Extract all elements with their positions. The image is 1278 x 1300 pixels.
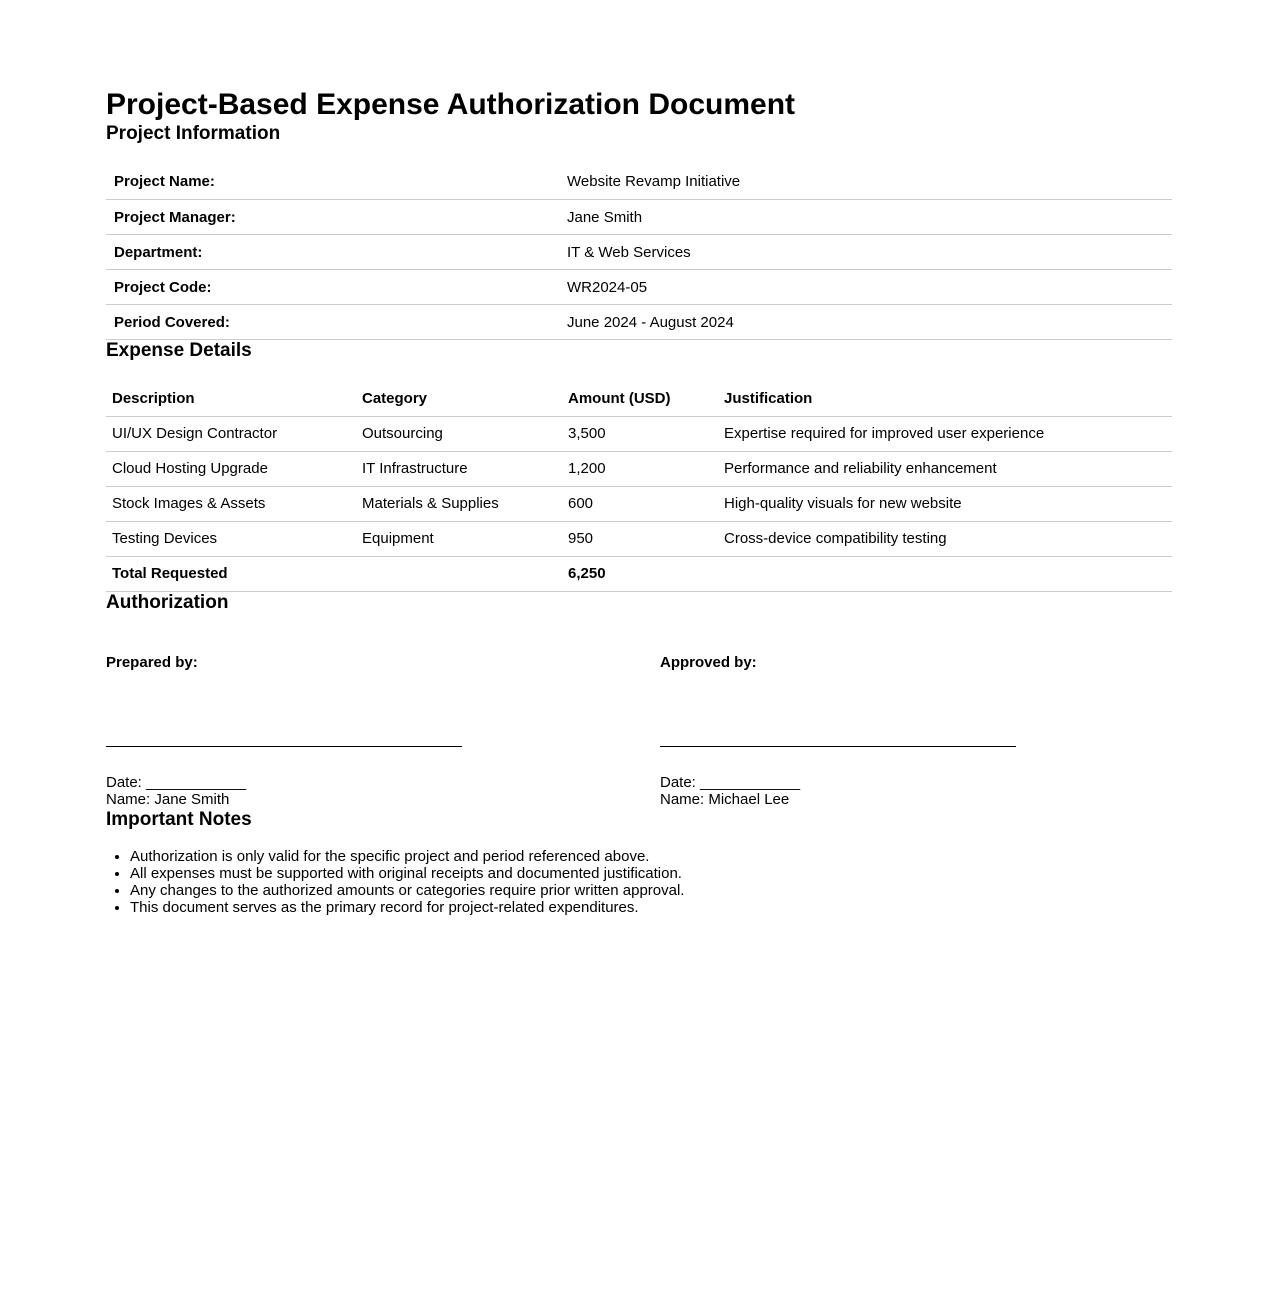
table-row — [106, 235, 1172, 270]
list-item: • All expenses must be supported with original receipts and documented justification. — [130, 865, 1172, 882]
column-header-description: Description — [106, 381, 356, 416]
cell-description: Testing Devices — [106, 521, 356, 556]
approved-name-line: Name: Michael Lee — [660, 790, 790, 808]
cell-justification: Expertise required for improved user experience — [718, 416, 1172, 451]
approved-by-block — [660, 654, 1214, 809]
prepared-name-line: Name: Jane Smith — [106, 790, 230, 808]
document-title: Project-Based Expense Authorization Document — [106, 88, 796, 121]
column-header-amount: Amount (USD) — [562, 381, 718, 416]
cell-category: Equipment — [356, 521, 562, 556]
prepared-by-label: Prepared by: — [106, 653, 198, 671]
field-label-period-covered: Period Covered: — [106, 305, 559, 340]
prepared-by-block — [106, 654, 660, 809]
field-label-project-name: Project Name: — [106, 165, 559, 200]
field-label-project-code: Project Code: — [106, 270, 559, 305]
table-row — [106, 486, 1172, 521]
field-value-project-code: WR2024-05 — [559, 270, 1172, 305]
table-total-row — [106, 556, 1172, 591]
total-category-empty — [356, 556, 562, 591]
list-item: • This document serves as the primary record for project-related expenditures. — [130, 899, 1172, 916]
important-notes-list — [106, 848, 1172, 916]
total-label: Total Requested — [106, 556, 356, 591]
column-header-category: Category — [356, 381, 562, 416]
table-row — [106, 270, 1172, 305]
table-row — [106, 451, 1172, 486]
field-label-department: Department: — [106, 235, 559, 270]
cell-amount: 950 — [562, 521, 718, 556]
approved-by-label: Approved by: — [660, 653, 757, 671]
cell-category: Materials & Supplies — [356, 486, 562, 521]
total-justification-empty — [718, 556, 1172, 591]
field-value-period-covered: June 2024 - August 2024 — [559, 305, 1172, 340]
table-row — [106, 521, 1172, 556]
cell-justification: Cross-device compatibility testing — [718, 521, 1172, 556]
project-information-table — [106, 165, 1172, 341]
authorization-columns — [106, 654, 1172, 809]
cell-justification: High-quality visuals for new website — [718, 486, 1172, 521]
list-item: • Authorization is only valid for the specific project and period referenced above. — [130, 848, 1172, 865]
cell-justification: Performance and reliability enhancement — [718, 451, 1172, 486]
table-row — [106, 305, 1172, 340]
approved-signature-line — [660, 746, 1016, 747]
approved-date-line: Date: ____________ — [660, 773, 801, 791]
cell-category: IT Infrastructure — [356, 451, 562, 486]
section-heading-important-notes: Important Notes — [106, 808, 252, 830]
table-row — [106, 416, 1172, 451]
column-header-justification: Justification — [718, 381, 1172, 416]
table-header-row — [106, 381, 1172, 416]
section-heading-project-information: Project Information — [106, 122, 281, 144]
field-value-project-name: Website Revamp Initiative — [559, 165, 1172, 200]
table-row — [106, 165, 1172, 200]
expense-details-table — [106, 381, 1172, 592]
cell-description: Cloud Hosting Upgrade — [106, 451, 356, 486]
section-heading-authorization: Authorization — [106, 591, 229, 613]
cell-amount: 1,200 — [562, 451, 718, 486]
prepared-date-line: Date: ____________ — [106, 773, 247, 791]
table-row — [106, 200, 1172, 235]
cell-description: Stock Images & Assets — [106, 486, 356, 521]
field-value-project-manager: Jane Smith — [559, 200, 1172, 235]
cell-category: Outsourcing — [356, 416, 562, 451]
total-amount: 6,250 — [562, 556, 718, 591]
section-heading-expense-details: Expense Details — [106, 340, 252, 361]
field-label-project-manager: Project Manager: — [106, 200, 559, 235]
field-value-department: IT & Web Services — [559, 235, 1172, 270]
cell-amount: 3,500 — [562, 416, 718, 451]
list-item: • Any changes to the authorized amounts or categories require prior written approval. — [130, 882, 1172, 899]
prepared-signature-line — [106, 746, 462, 747]
cell-amount: 600 — [562, 486, 718, 521]
cell-description: UI/UX Design Contractor — [106, 416, 356, 451]
